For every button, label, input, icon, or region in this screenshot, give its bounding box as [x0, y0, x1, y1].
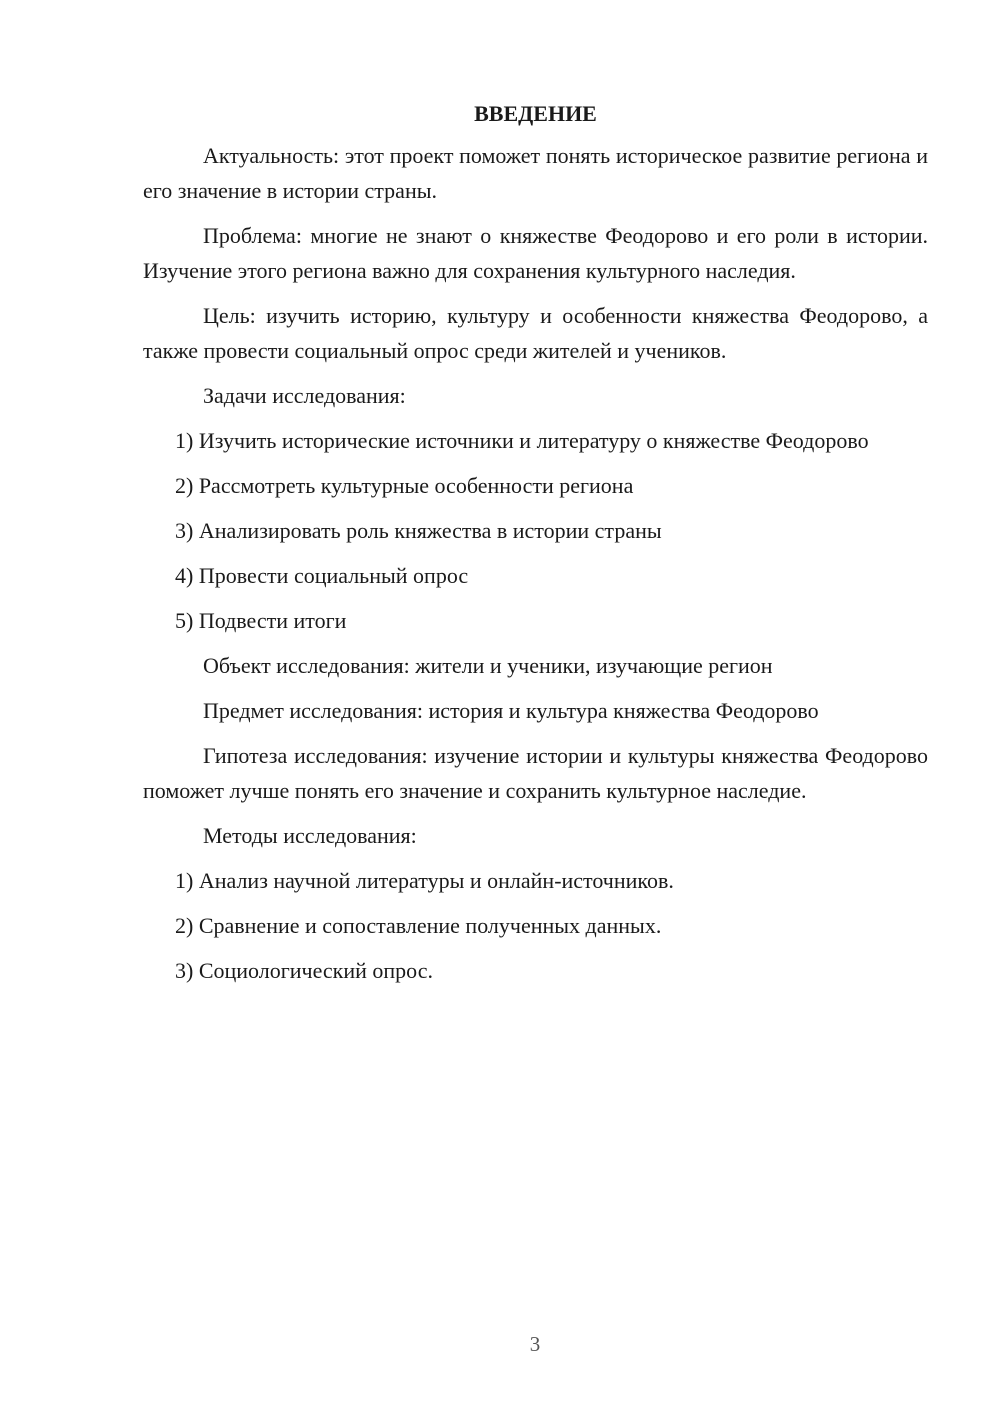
task-item-2: 2) Рассмотреть культурные особенности региона — [175, 473, 634, 498]
tasks-heading: Задачи исследования: — [203, 383, 406, 408]
object-paragraph: Объект исследования: жители и ученики, изучающие регион — [203, 653, 773, 678]
task-item-1: 1) Изучить исторические источники и литературу о княжестве Феодорово — [175, 428, 869, 453]
method-item-3: 3) Социологический опрос. — [175, 958, 433, 983]
method-item-1: 1) Анализ научной литературы и онлайн-источников. — [175, 868, 674, 893]
hypothesis-paragraph: Гипотеза исследования: изучение истории и культуры княжества Феодорово поможет лучше понять его значение и сохранить культурное наследие. — [143, 743, 928, 803]
task-item-5: 5) Подвести итоги — [175, 608, 347, 633]
page-title: ВВЕДЕНИЕ — [474, 101, 597, 126]
goal-paragraph: Цель: изучить историю, культуру и особенности княжества Феодорово, а также провести социальный опрос среди жителей и учеников. — [143, 303, 928, 363]
document-body — [143, 96, 928, 998]
task-item-3: 3) Анализировать роль княжества в истории страны — [175, 518, 662, 543]
subject-paragraph: Предмет исследования: история и культура княжества Феодорово — [203, 698, 819, 723]
method-item-2: 2) Сравнение и сопоставление полученных данных. — [175, 913, 662, 938]
methods-heading: Методы исследования: — [203, 823, 417, 848]
task-item-4: 4) Провести социальный опрос — [175, 563, 469, 588]
relevance-paragraph: Актуальность: этот проект поможет понять историческое развитие региона и его значение в истории страны. — [143, 143, 928, 203]
page-number: 3 — [529, 1332, 541, 1356]
problem-paragraph: Проблема: многие не знают о княжестве Феодорово и его роли в истории. Изучение этого региона важно для сохранения культурного наследия. — [143, 223, 928, 283]
